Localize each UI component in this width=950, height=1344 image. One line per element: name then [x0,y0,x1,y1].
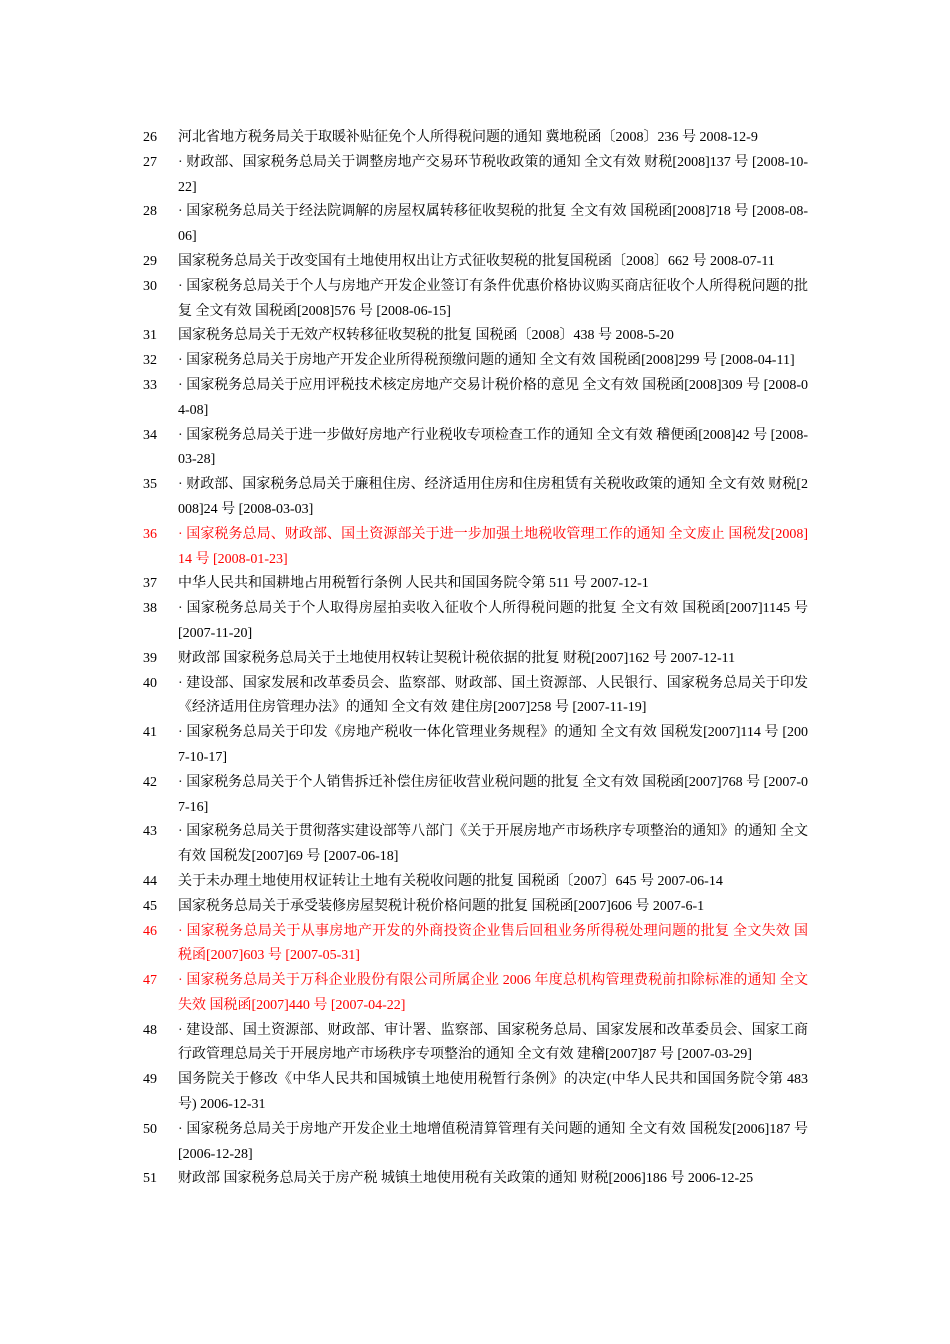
list-item [0,1068,950,1118]
entry-text: · 国家税务总局关于房地产开发企业所得税预缴问题的通知 全文有效 国税函[2008]299 号 [2008-04-11] [178,353,795,369]
list-item [0,151,950,201]
list-item [0,969,950,1019]
entry-text: · 国家税务总局关于贯彻落实建设部等八部门《关于开展房地产市场秩序专项整治的通知》的通知 全文有效 国税发[2007]69 号 [2007-06-18] [178,824,808,865]
entry-number: 40 [143,675,157,691]
list-item [0,1019,950,1069]
entry-number: 31 [143,328,157,344]
list-item [0,424,950,474]
entry-text: · 建设部、国土资源部、财政部、审计署、监察部、国家税务总局、国家发展和改革委员会、国家工商行政管理总局关于开展房地产市场秩序专项整治的通知 全文有效 建稽[2007]87 号 [2007-03-29] [178,1022,808,1063]
entry-text: · 财政部、国家税务总局关于调整房地产交易环节税收政策的通知 全文有效 财税[2008]137 号 [2008-10-22] [178,154,808,195]
entry-number: 50 [143,1121,157,1137]
list-item [0,647,950,672]
entry-number: 46 [143,923,157,939]
entry-number: 30 [143,278,157,294]
entry-text: · 国家税务总局关于个人取得房屋拍卖收入征收个人所得税问题的批复 全文有效 国税函[2007]1145 号 [2007-11-20] [178,601,808,641]
list-item [0,820,950,870]
list-item [0,572,950,597]
entry-number: 36 [143,526,157,542]
list-item [0,250,950,275]
list-item [0,895,950,920]
entry-text: · 国家税务总局关于个人销售拆迁补偿住房征收营业税问题的批复 全文有效 国税函[2007]768 号 [2007-07-16] [178,774,808,815]
entry-number: 38 [143,601,157,617]
entry-text: · 建设部、国家发展和改革委员会、监察部、财政部、国土资源部、人民银行、国家税务总局关于印发《经济适用住房管理办法》的通知 全文有效 建住房[2007]258 号 [2007-11-19] [178,675,808,716]
entry-number: 26 [143,130,157,145]
list-item [0,200,950,250]
entry-number: 33 [143,377,157,393]
list-item [0,126,950,151]
entry-text: · 国家税务总局关于进一步做好房地产行业税收专项检查工作的通知 全文有效 稽便函[2008]42 号 [2008-03-28] [178,427,808,468]
entry-number: 34 [143,427,157,443]
list-item [0,1167,950,1192]
entry-number: 43 [143,824,157,840]
entry-text: · 国家税务总局、财政部、国土资源部关于进一步加强土地税收管理工作的通知 全文废止 国税发[2008]14 号 [2008-01-23] [178,526,808,567]
entry-number: 29 [143,253,157,269]
entry-number: 28 [143,204,157,220]
entry-text: 河北省地方税务局关于取暖补贴征免个人所得税问题的通知 冀地税函〔2008〕236 号 2008-12-9 [178,130,758,145]
entry-text: · 国家税务总局关于从事房地产开发的外商投资企业售后回租业务所得税处理问题的批复 全文失效 国税函[2007]603 号 [2007-05-31] [178,923,808,964]
entry-number: 44 [143,873,157,889]
entry-text: · 国家税务总局关于房地产开发企业土地增值税清算管理有关问题的通知 全文有效 国税发[2006]187 号 [2006-12-28] [178,1121,808,1162]
list-item [0,672,950,722]
entry-text: · 财政部、国家税务总局关于廉租住房、经济适用住房和住房租赁有关税收政策的通知 全文有效 财税[2008]24 号 [2008-03-03] [178,477,808,517]
entry-number: 48 [143,1022,157,1038]
entry-number: 37 [143,576,157,592]
entry-text: · 国家税务总局关于经法院调解的房屋权属转移征收契税的批复 全文有效 国税函[2008]718 号 [2008-08-06] [178,204,808,245]
list-item [0,597,950,647]
entry-text: 国家税务总局关于承受装修房屋契税计税价格问题的批复 国税函[2007]606 号 2007-6-1 [178,898,705,914]
entry-number: 45 [143,898,157,914]
entry-text: · 国家税务总局关于印发《房地产税收一体化管理业务规程》的通知 全文有效 国税发[2007]114 号 [2007-10-17] [178,725,808,765]
list-item [0,870,950,895]
entry-number: 41 [143,725,157,741]
list-item [0,324,950,349]
entry-text: 财政部 国家税务总局关于土地使用权转让契税计税依据的批复 财税[2007]162 号 2007-12-11 [178,650,736,666]
entry-text: 中华人民共和国耕地占用税暂行条例 人民共和国国务院令第 511 号 2007-12-1 [178,576,649,592]
list-item [0,349,950,374]
list-item [0,275,950,325]
entry-list [0,126,950,1192]
list-item [0,374,950,424]
entry-text: · 国家税务总局关于万科企业股份有限公司所属企业 2006 年度总机构管理费税前扣除标准的通知 全文失效 国税函[2007]440 号 [2007-04-22] [178,973,808,1013]
entry-number: 47 [143,973,157,989]
entry-text: 国务院关于修改《中华人民共和国城镇土地使用税暂行条例》的决定(中华人民共和国国务院令第 483 号) 2006-12-31 [178,1072,808,1113]
entry-text: · 国家税务总局关于应用评税技术核定房地产交易计税价格的意见 全文有效 国税函[2008]309 号 [2008-04-08] [178,377,808,418]
list-item [0,721,950,771]
entry-text: 关于未办理土地使用权证转让土地有关税收问题的批复 国税函〔2007〕645 号 2007-06-14 [178,873,723,889]
list-item [0,1118,950,1168]
entry-number: 51 [143,1171,157,1187]
list-item [0,771,950,821]
entry-text: 国家税务总局关于无效产权转移征收契税的批复 国税函〔2008〕438 号 2008-5-20 [178,328,674,344]
entry-number: 49 [143,1072,157,1088]
entry-text: · 国家税务总局关于个人与房地产开发企业签订有条件优惠价格协议购买商店征收个人所得税问题的批复 全文有效 国税函[2008]576 号 [2008-06-15] [178,278,808,319]
list-item [0,920,950,970]
entry-text: 财政部 国家税务总局关于房产税 城镇土地使用税有关政策的通知 财税[2006]186 号 2006-12-25 [178,1171,754,1187]
entry-number: 35 [143,477,157,493]
entry-number: 39 [143,650,157,666]
list-item [0,473,950,523]
entry-number: 32 [143,353,157,369]
entry-number: 27 [143,154,157,170]
entry-number: 42 [143,774,157,790]
list-item [0,523,950,573]
document-page [0,126,950,1192]
entry-text: 国家税务总局关于改变国有土地使用权出让方式征收契税的批复国税函〔2008〕662 号 2008-07-11 [178,253,775,269]
